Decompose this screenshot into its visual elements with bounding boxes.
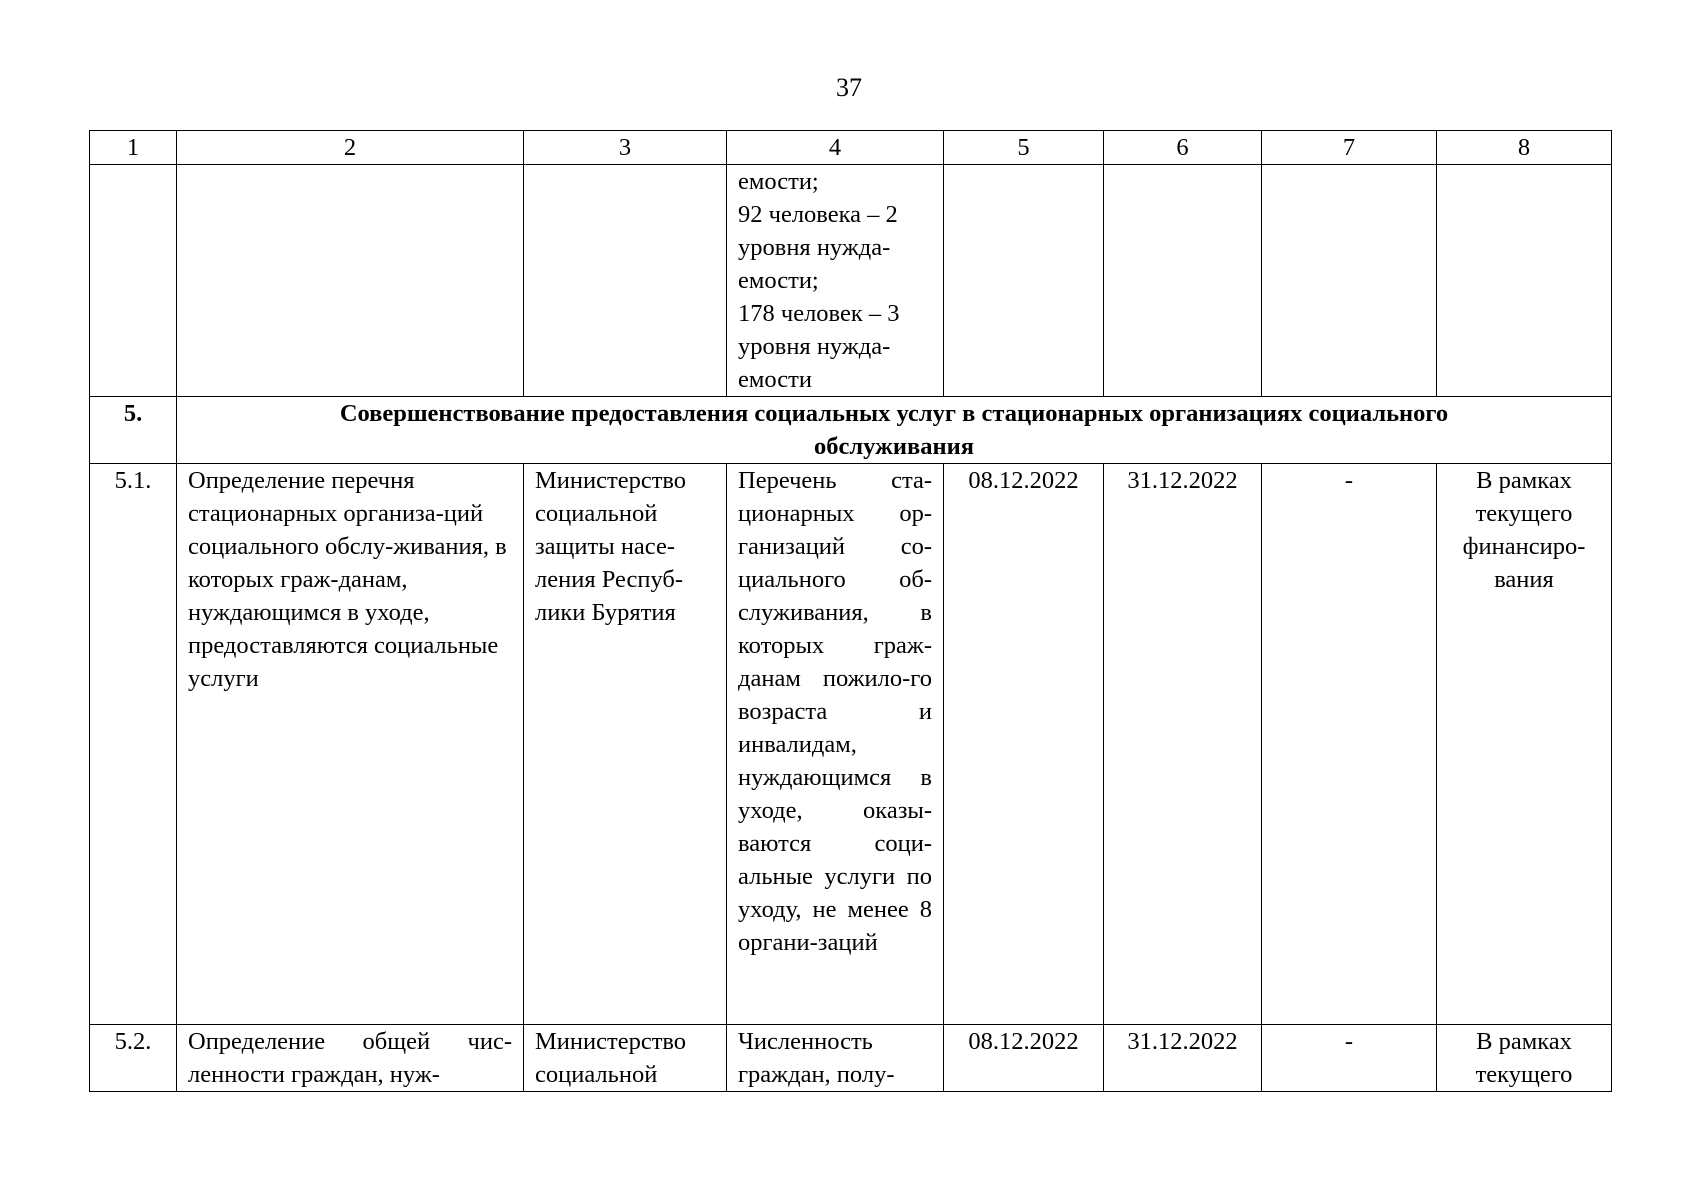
cell-col7 [1262,165,1437,397]
plan-table [89,130,1612,1092]
row-end-date: 31.12.2022 [1104,1025,1262,1092]
row-funding: В рамках текущего [1437,1025,1612,1092]
cell-executor [524,165,727,397]
cell-funding [1437,165,1612,397]
header-cell: 5 [944,131,1104,165]
row-end-date: 31.12.2022 [1104,464,1262,1025]
row-measure: Определение общей чис-ленности граждан, нуж- [177,1025,524,1092]
cell-start [944,165,1104,397]
cell-end [1104,165,1262,397]
table-header-row [90,131,1612,165]
header-cell: 2 [177,131,524,165]
header-cell: 6 [1104,131,1262,165]
row-executor: Министерство социальной [524,1025,727,1092]
section-number: 5. [90,397,177,464]
page-number: 37 [836,73,862,102]
header-cell: 4 [727,131,944,165]
header-cell: 8 [1437,131,1612,165]
row-start-date: 08.12.2022 [944,1025,1104,1092]
header-cell: 3 [524,131,727,165]
row-number: 5.1. [90,464,177,1025]
row-result: Численность граждан, полу- [727,1025,944,1092]
continuation-row [90,165,1612,397]
row-funding: В рамках текущего финансиро-вания [1437,464,1612,1025]
row-col7: - [1262,464,1437,1025]
table-row [90,464,1612,1025]
row-result: Перечень ста-ционарных ор-ганизаций со-циального об-служивания, в которых граж-данам пожило-го возраста и инвалидам, нуждающимся в уходе, оказы-ваются соци-альные услуги по уходу, не менее 8 органи-заций [727,464,944,1025]
table-row [90,1025,1612,1092]
row-measure: Определение перечня стационарных организа-ций социального обслу-живания, в которых граж-данам, нуждающимся в уходе, предоставляются социальные услуги [177,464,524,1025]
header-cell: 1 [90,131,177,165]
cell-num [90,165,177,397]
section-title: Совершенствование предоставления социальных услуг в стационарных организациях социального обслуживания [177,397,1612,464]
row-executor: Министерство социальной защиты насе-ления Респуб-лики Бурятия [524,464,727,1025]
row-start-date: 08.12.2022 [944,464,1104,1025]
section-row [90,397,1612,464]
row-col7: - [1262,1025,1437,1092]
cell-result: емости; 92 человека – 2 уровня нужда-емости; 178 человек – 3 уровня нужда-емости [727,165,944,397]
header-cell: 7 [1262,131,1437,165]
row-number: 5.2. [90,1025,177,1092]
cell-measure [177,165,524,397]
